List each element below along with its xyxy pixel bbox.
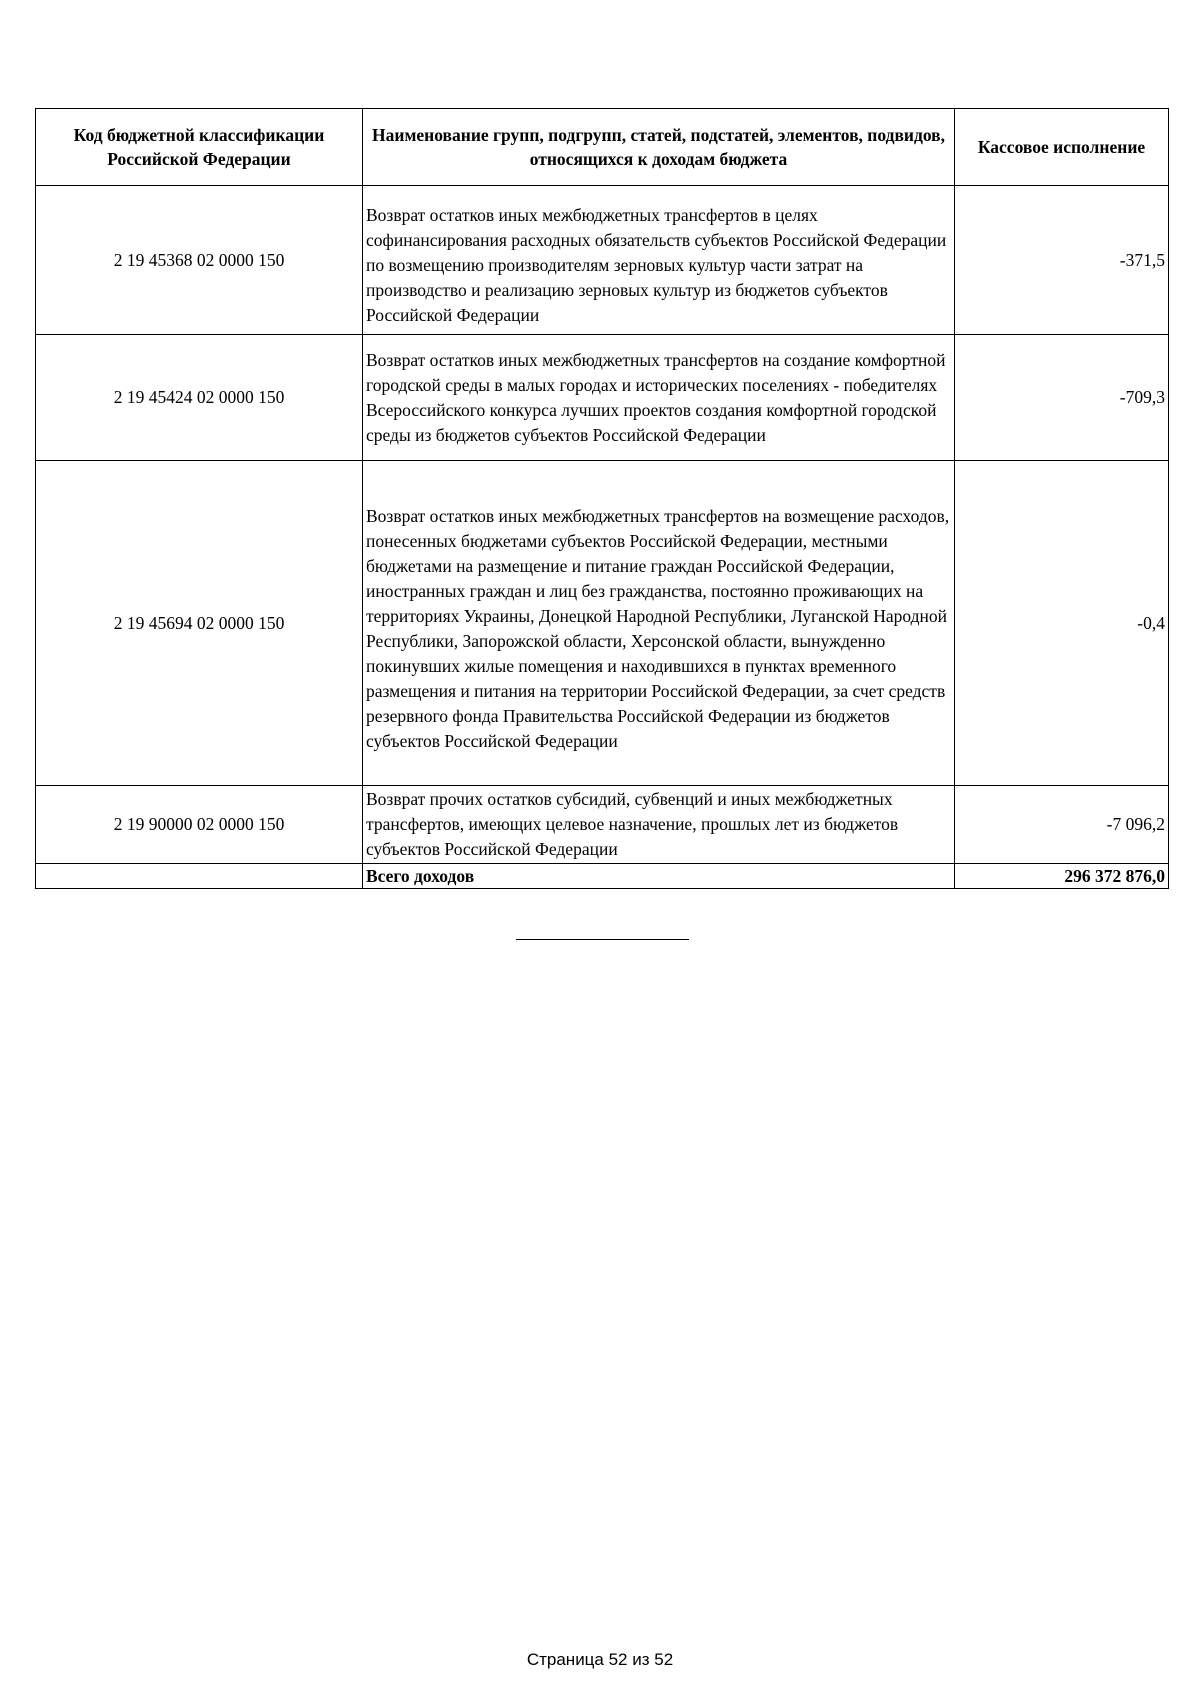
separator-line (516, 939, 689, 940)
row-code: 2 19 45368 02 0000 150 (36, 186, 363, 335)
header-amount: Кассовое исполнение (955, 109, 1169, 186)
row-name: Возврат остатков иных межбюджетных трансфертов на возмещение расходов, понесенных бюджетами субъектов Российской Федерации, местными бюджетами на размещение и питание граждан Российской Федерации, иностранных граждан и лиц без гражданства, постоянно проживающих на территориях Украины, Донецкой Народной Республики, Луганской Народной Республики, Запорожской области, Херсонской области, вынужденно покинувших жилые помещения и находившихся в пунктах временного размещения и питания на территории Российской Федерации, за счет средств резервного фонда Правительства Российской Федерации из бюджетов субъектов Российской Федерации (363, 461, 955, 786)
row-name: Возврат остатков иных межбюджетных трансфертов в целях софинансирования расходных обязательств субъектов Российской Федерации по возмещению производителям зерновых культур части затрат на производство и реализацию зерновых культур из бюджетов субъектов Российской Федерации (363, 186, 955, 335)
row-code: 2 19 45694 02 0000 150 (36, 461, 363, 786)
table-header-row (36, 109, 1169, 186)
total-code-empty (36, 864, 363, 889)
budget-revenue-table (35, 108, 1169, 889)
row-code: 2 19 45424 02 0000 150 (36, 335, 363, 461)
table-row (36, 786, 1169, 864)
table-row (36, 186, 1169, 335)
row-amount: -371,5 (955, 186, 1169, 335)
row-amount: -0,4 (955, 461, 1169, 786)
row-name: Возврат прочих остатков субсидий, субвенций и иных межбюджетных трансфертов, имеющих целевое назначение, прошлых лет из бюджетов субъектов Российской Федерации (363, 786, 955, 864)
header-code: Код бюджетной классификации Российской Федерации (36, 109, 363, 186)
row-code: 2 19 90000 02 0000 150 (36, 786, 363, 864)
row-amount: -7 096,2 (955, 786, 1169, 864)
total-amount: 296 372 876,0 (955, 864, 1169, 889)
table-row (36, 335, 1169, 461)
total-label: Всего доходов (363, 864, 955, 889)
header-name: Наименование групп, подгрупп, статей, подстатей, элементов, подвидов, относящихся к доходам бюджета (363, 109, 955, 186)
row-amount: -709,3 (955, 335, 1169, 461)
page-number: Страница 52 из 52 (526, 1650, 674, 1669)
table-row (36, 461, 1169, 786)
row-name: Возврат остатков иных межбюджетных трансфертов на создание комфортной городской среды в малых городах и исторических поселениях - победителях Всероссийского конкурса лучших проектов создания комфортной городской среды из бюджетов субъектов Российской Федерации (363, 335, 955, 461)
total-row (36, 864, 1169, 889)
